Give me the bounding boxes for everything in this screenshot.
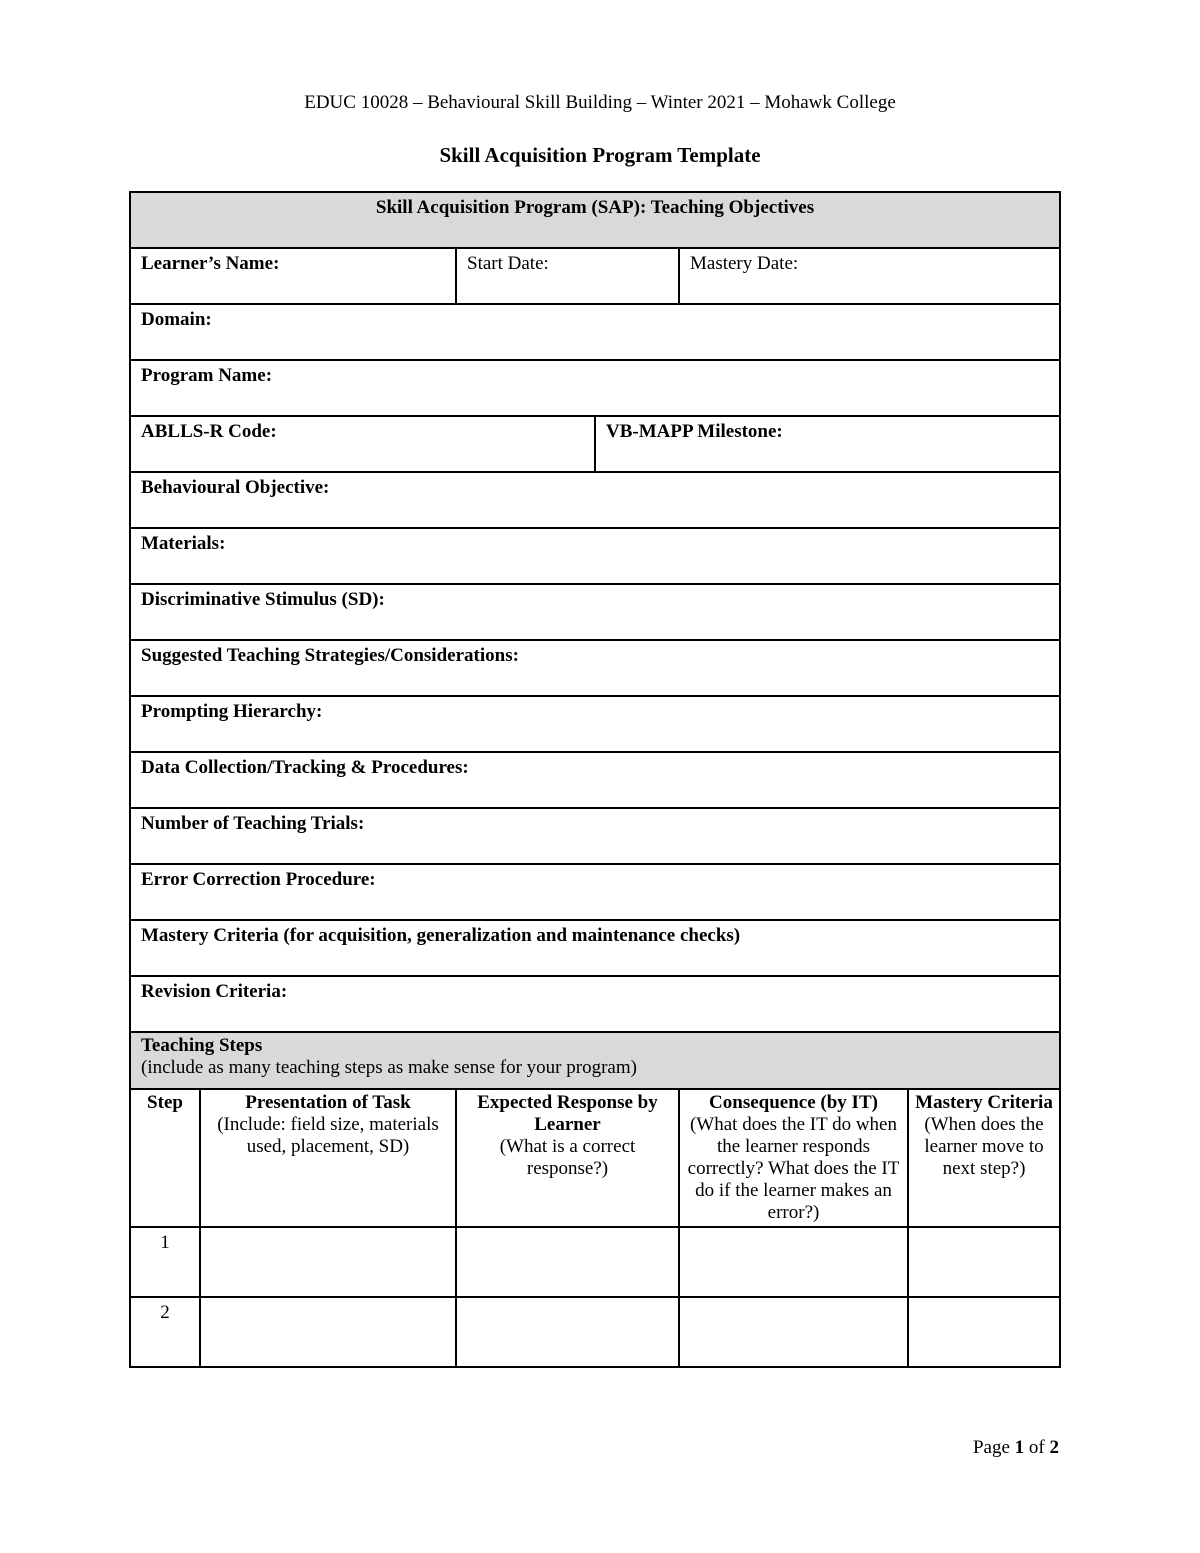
teaching-trials-field[interactable]: Number of Teaching Trials:: [130, 808, 1060, 864]
page-prefix: Page: [972, 1437, 1015, 1458]
consequence-column-note: (What does the IT do when the learner responds correctly? What does the IT do if the learner makes an error?): [687, 1114, 900, 1223]
mastery-column-note: (When does the learner move to next step?): [924, 1114, 1044, 1179]
step-column-title: Step: [147, 1092, 183, 1113]
teaching-steps-note: (include as many teaching steps as make sense for your program): [141, 1057, 637, 1078]
presentation-cell[interactable]: [200, 1227, 456, 1297]
mastery-column-header: [908, 1089, 1060, 1227]
behavioural-objective-field[interactable]: Behavioural Objective:: [130, 472, 1060, 528]
expected-response-column-header: [456, 1089, 679, 1227]
section-title: Skill Acquisition Program (SAP): Teaching Objectives: [130, 192, 1060, 248]
presentation-column-header: [200, 1089, 456, 1227]
mastery-criteria-field[interactable]: Mastery Criteria (for acquisition, generalization and maintenance checks): [130, 920, 1060, 976]
step-column-header: [130, 1089, 200, 1227]
start-date-field[interactable]: Start Date:: [456, 248, 679, 304]
consequence-column-header: [679, 1089, 908, 1227]
sap-table: [129, 191, 1061, 1368]
step-number: 1: [130, 1227, 200, 1297]
ablls-code-field[interactable]: ABLLS-R Code:: [130, 416, 595, 472]
consequence-cell[interactable]: [679, 1227, 908, 1297]
program-name-field[interactable]: Program Name:: [130, 360, 1060, 416]
page-current: 1: [1014, 1437, 1025, 1458]
presentation-column-title: Presentation of Task: [245, 1092, 411, 1113]
document-title: Skill Acquisition Program Template: [439, 143, 761, 167]
page-of: of: [1024, 1437, 1050, 1458]
revision-criteria-field[interactable]: Revision Criteria:: [130, 976, 1060, 1032]
error-correction-field[interactable]: Error Correction Procedure:: [130, 864, 1060, 920]
discriminative-stimulus-field[interactable]: Discriminative Stimulus (SD):: [130, 584, 1060, 640]
presentation-cell[interactable]: [200, 1297, 456, 1367]
mastery-cell[interactable]: [908, 1227, 1060, 1297]
expected-response-cell[interactable]: [456, 1297, 679, 1367]
vbmapp-milestone-field[interactable]: VB-MAPP Milestone:: [595, 416, 1060, 472]
step-row: [130, 1227, 1060, 1297]
consequence-cell[interactable]: [679, 1297, 908, 1367]
step-number: 2: [130, 1297, 200, 1367]
teaching-steps-header: [130, 1032, 1060, 1089]
page-total: 2: [1049, 1437, 1059, 1458]
expected-response-column-title: Expected Response by Learner: [477, 1092, 658, 1135]
presentation-column-note: (Include: field size, materials used, placement, SD): [217, 1114, 439, 1157]
expected-response-cell[interactable]: [456, 1227, 679, 1297]
data-collection-field[interactable]: Data Collection/Tracking & Procedures:: [130, 752, 1060, 808]
materials-field[interactable]: Materials:: [130, 528, 1060, 584]
consequence-column-title: Consequence (by IT): [709, 1092, 878, 1113]
domain-field[interactable]: Domain:: [130, 304, 1060, 360]
mastery-date-field[interactable]: Mastery Date:: [679, 248, 1060, 304]
mastery-cell[interactable]: [908, 1297, 1060, 1367]
page-number: [900, 1437, 1059, 1459]
step-row: [130, 1297, 1060, 1367]
course-header: EDUC 10028 – Behavioural Skill Building – Winter 2021 – Mohawk College: [304, 92, 896, 113]
learner-name-field[interactable]: Learner’s Name:: [130, 248, 456, 304]
mastery-column-title: Mastery Criteria: [915, 1092, 1053, 1113]
prompting-hierarchy-field[interactable]: Prompting Hierarchy:: [130, 696, 1060, 752]
expected-response-column-note: (What is a correct response?): [499, 1136, 636, 1179]
teaching-steps-title: Teaching Steps: [141, 1035, 263, 1056]
teaching-strategies-field[interactable]: Suggested Teaching Strategies/Considerations:: [130, 640, 1060, 696]
